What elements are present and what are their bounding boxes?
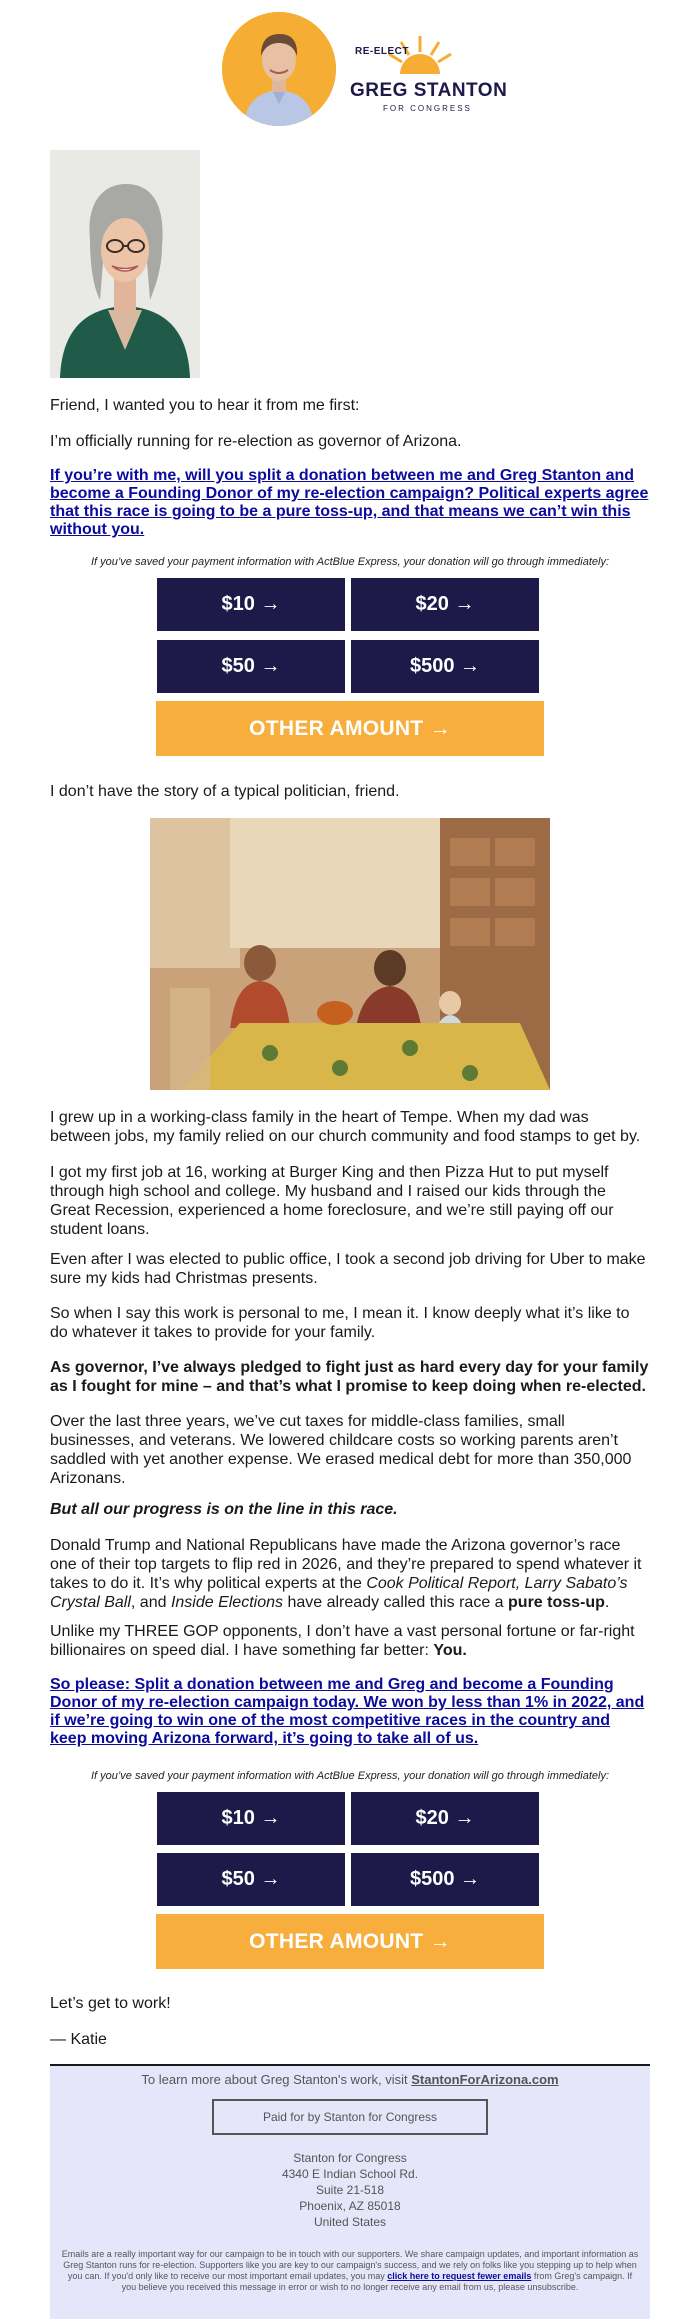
- address-line: United States: [313, 2215, 387, 2229]
- p9-bold: pure toss-up: [508, 1594, 605, 1611]
- story-paragraph-3: I got my first job at 16, working at Burger King and then Pizza Hut to put myself through high school and college. My husband and I raised our kids through the Great Recession, experienced a home foreclosure, and we’re still paying off our student loans.: [50, 1164, 614, 1238]
- story-paragraph-9: [50, 1536, 650, 1612]
- intro-paragraph-1: Friend, I wanted you to hear it from me first:: [50, 397, 360, 414]
- story-paragraph-6: As governor, I’ve always pledged to fight just as hard every day for your family as I fought for mine – and that’s what I promise to keep doing when re-elected.: [50, 1359, 649, 1395]
- address-line: Suite 21-518: [315, 2183, 385, 2197]
- email-header: [0, 8, 700, 126]
- actblue-express-note: If you’ve saved your payment information with ActBlue Express, your donation will go through immediately:: [90, 556, 610, 568]
- p9-italic-2: Inside Elections: [170, 1594, 283, 1611]
- p10-text-a: Unlike my THREE GOP opponents, I don’t have a vast personal fortune or far-right billionaires on speed dial. I have something far better:: [50, 1623, 635, 1659]
- p9-italic-1: Cook Political Report, Larry Sabato’s Crystal Ball: [50, 1575, 628, 1611]
- p9-text-b: , and: [130, 1594, 171, 1611]
- signature: — Katie: [50, 2031, 107, 2048]
- donate-50-button-2[interactable]: $50 →: [157, 1853, 345, 1906]
- donate-10-button[interactable]: $10 →: [157, 578, 345, 631]
- donate-50-button[interactable]: $50 →: [157, 640, 345, 693]
- story-paragraph-5: So when I say this work is personal to me, I mean it. I know deeply what it’s like to do whatever it takes to provide for your family.: [50, 1305, 630, 1341]
- other-amount-button-2[interactable]: OTHER AMOUNT →: [156, 1914, 544, 1969]
- email-footer: [50, 2064, 650, 2319]
- family-photo: [150, 818, 550, 1090]
- actblue-express-note-2: If you’ve saved your payment information with ActBlue Express, your donation will go through immediately:: [90, 1770, 610, 1782]
- donate-ask-link[interactable]: If you’re with me, will you split a donation between me and Greg Stanton and become a Founding Donor of my re-election campaign? Political experts agree that this race is going to be a pure toss-up, and that means we can’t win this without you.: [50, 467, 649, 538]
- p9-text-c: have already called this race a: [283, 1594, 509, 1611]
- paid-for-disclaimer: Paid for by Stanton for Congress: [212, 2099, 488, 2135]
- campaign-logo: [345, 34, 508, 114]
- fine-print-text-a: Emails are a really important way for our campaign to be in touch with our supporters. We share campaign updates, and important information as Greg Stanton runs for re-election. Supporters like you are key to our campaign's success, and we rely on folks like you stepping up to help when you can. If you'd only like to receive our most important email updates, you may: [61, 2249, 639, 2281]
- story-paragraph-7: Over the last three years, we’ve cut taxes for middle-class families, small businesses, and veterans. We lowered childcare costs so working parents aren’t saddled with yet another expense. We erased medical debt for more than 350,000 Arizonans.: [50, 1413, 632, 1487]
- katie-portrait: [50, 150, 200, 378]
- fewer-emails-link[interactable]: click here to request fewer emails: [387, 2271, 532, 2281]
- story-paragraph-1: I don’t have the story of a typical politician, friend.: [50, 783, 400, 800]
- fine-print-text-b: from Greg's campaign. If you believe you received this message in error or wish to no longer receive any email from us, please unsubscribe.: [121, 2271, 633, 2292]
- story-paragraph-10: [50, 1622, 650, 1660]
- address-line: 4340 E Indian School Rd.: [281, 2167, 419, 2181]
- other-amount-button[interactable]: OTHER AMOUNT →: [156, 701, 544, 756]
- logo-sub-text: FOR CONGRESS: [383, 104, 472, 113]
- mailing-address: [50, 2150, 650, 2230]
- story-paragraph-2: I grew up in a working-class family in the heart of Tempe. When my dad was between jobs, my family relied on our church community and food stamps to get by.: [50, 1109, 641, 1145]
- candidate-headshot: [222, 12, 336, 126]
- p10-bold: You.: [433, 1642, 467, 1659]
- logo-name-text: GREG STANTON: [350, 80, 508, 101]
- donate-20-button[interactable]: $20 →: [351, 578, 539, 631]
- donate-20-button-2[interactable]: $20 →: [351, 1792, 539, 1845]
- logo-reelect-text: RE-ELECT: [355, 46, 409, 57]
- donate-500-button-2[interactable]: $500 →: [351, 1853, 539, 1906]
- footer-visit-line: [50, 2072, 650, 2087]
- address-line: Phoenix, AZ 85018: [299, 2199, 401, 2213]
- footer-fine-print: [60, 2249, 640, 2293]
- story-paragraph-8: But all our progress is on the line in this race.: [50, 1501, 398, 1518]
- address-line: Stanton for Congress: [293, 2151, 407, 2165]
- intro-paragraph-2: I’m officially running for re-election as governor of Arizona.: [50, 433, 462, 450]
- story-paragraph-4: Even after I was elected to public office, I took a second job driving for Uber to make sure my kids had Christmas presents.: [50, 1251, 646, 1287]
- closing-line: Let’s get to work!: [50, 1995, 171, 2012]
- footer-visit-text: To learn more about Greg Stanton's work, visit: [141, 2072, 412, 2087]
- stanton-website-link[interactable]: StantonForArizona.com: [411, 2072, 559, 2087]
- donate-ask-link-2[interactable]: So please: Split a donation between me and Greg and become a Founding Donor of my re-election campaign today. We won by less than 1% in 2022, and if we’re going to win one of the most competitive races in the country and keep moving Arizona forward, it’s going to take all of us.: [50, 1676, 645, 1747]
- p9-text-d: .: [604, 1594, 610, 1611]
- donate-10-button-2[interactable]: $10 →: [157, 1792, 345, 1845]
- donate-500-button[interactable]: $500 →: [351, 640, 539, 693]
- p9-text-a: Donald Trump and National Republicans have made the Arizona governor’s race one of their top targets to flip red in 2026, and they’re prepared to spend whatever it takes to do it. It’s why political experts at the: [50, 1537, 642, 1592]
